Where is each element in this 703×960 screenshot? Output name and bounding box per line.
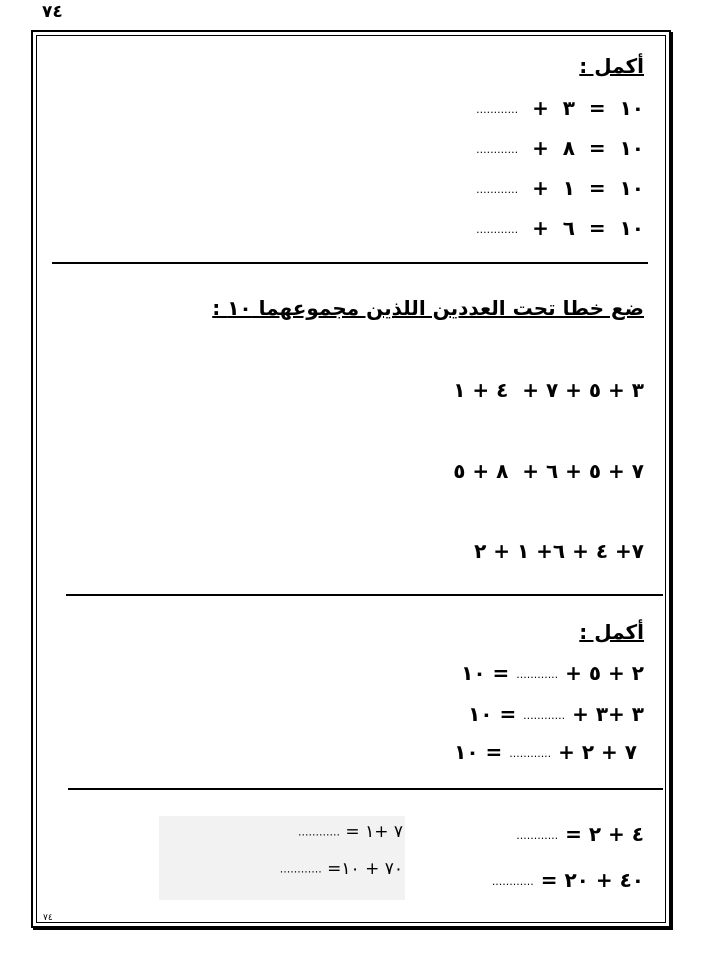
section1-row-2 <box>476 136 644 160</box>
section1-title: أكمل : <box>579 54 644 78</box>
equation-text: ٤٠ + ٢٠ = <box>533 868 644 892</box>
equation-left: ٧ + ٢ + <box>551 740 637 764</box>
answer-blank[interactable]: ............ <box>279 862 322 876</box>
answer-blank[interactable]: ............ <box>298 825 340 839</box>
answer-blank[interactable]: ............ <box>476 143 519 156</box>
section2-row-3[interactable]: ٧+ ٤ + ٦+ ١ + ٢ <box>474 539 644 563</box>
section-divider <box>68 788 663 790</box>
answer-blank[interactable]: ............ <box>516 668 559 681</box>
equation-right: = ١٠ <box>461 661 517 685</box>
section3-row-2 <box>468 702 644 726</box>
section3-title: أكمل : <box>579 620 644 644</box>
answer-blank[interactable]: ............ <box>476 103 519 116</box>
equation-text: ٤ + ٢ = <box>558 822 644 846</box>
equation-text: ١٠ = ٨ + <box>518 136 644 160</box>
worksheet-frame <box>31 30 671 928</box>
equation-right: = ١٠ <box>454 740 510 764</box>
equation-text: ١٠ = ٣ + <box>518 96 644 120</box>
section2-row-2[interactable]: ٧ + ٥ + ٦ + ٨ + ٥ <box>453 459 644 483</box>
answer-blank[interactable]: ............ <box>491 875 534 888</box>
section4-row-2 <box>492 868 644 892</box>
equation-text: ١٠ = ١ + <box>518 176 644 200</box>
answer-blank[interactable]: ............ <box>476 183 519 196</box>
answer-blank[interactable]: ............ <box>516 829 559 842</box>
equation-text: ٧٠ + ١٠= <box>321 859 403 879</box>
section2-row-1[interactable]: ٣ + ٥ + ٧ + ٤ + ١ <box>453 378 644 402</box>
equation-left: ٣ +٣ + <box>565 702 644 726</box>
answer-blank[interactable]: ............ <box>476 223 519 236</box>
equation-right: = ١٠ <box>468 702 524 726</box>
answer-blank[interactable]: ............ <box>523 709 566 722</box>
equation-text: ١٠ = ٦ + <box>518 216 644 240</box>
section1-row-3 <box>476 176 644 200</box>
section-divider <box>66 594 663 596</box>
equation-text: ٧ +١ = <box>340 822 403 842</box>
section1-row-4 <box>476 216 644 240</box>
section3-row-1 <box>461 661 644 685</box>
section3-row-3 <box>454 740 637 764</box>
answer-blank[interactable]: ............ <box>509 747 552 760</box>
equation-left: ٢ + ٥ + <box>558 661 644 685</box>
box-row-2 <box>280 859 403 879</box>
section1-row-1 <box>476 96 644 120</box>
box-row-1 <box>298 822 403 842</box>
page-number-bottom: ٧٤ <box>43 913 53 923</box>
page-number-top: ٧٤ <box>42 2 63 22</box>
section2-title: ضع خطا تحت العددين اللذين مجموعهما ١٠ : <box>212 296 644 320</box>
section4-row-1 <box>516 822 644 846</box>
section-divider <box>52 262 648 264</box>
